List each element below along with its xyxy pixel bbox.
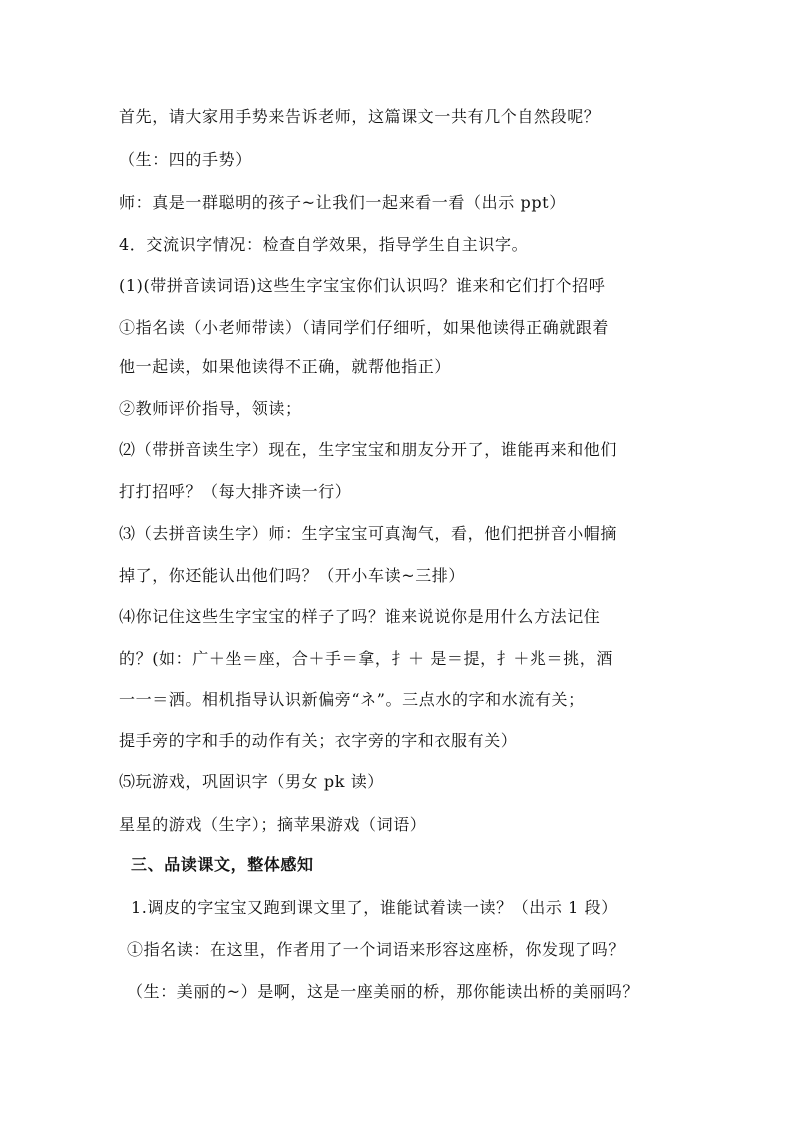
paragraph-line: 4．交流识字情况：检查自学效果，指导学生自主识字。 xyxy=(119,235,529,254)
paragraph-line: 1.调皮的字宝宝又跑到课文里了，谁能试着读一读？（出示 1 段） xyxy=(131,898,618,917)
paragraph-line: ⑸玩游戏，巩固识字（男女 pk 读） xyxy=(119,772,384,791)
paragraph-line: ②教师评价指导，领读； xyxy=(119,399,302,418)
paragraph-line: 的？(如：广＋坐＝座，合＋手＝拿，扌＋ 是＝提，扌＋兆＝挑，酒 xyxy=(119,649,613,668)
paragraph-line: 打打招呼？（每大排齐读一行） xyxy=(119,482,352,501)
paragraph-line: （生：四的手势） xyxy=(119,150,252,169)
paragraph-line: (1)(带拼音读词语)这些生字宝宝你们认识吗？谁来和它们打个招呼 xyxy=(119,276,606,295)
paragraph-line: 他一起读，如果他读得不正确，就帮他指正） xyxy=(119,357,452,376)
paragraph-line: 一一＝洒。相机指导认识新偏旁“ネ”。三点水的字和水流有关； xyxy=(119,690,585,709)
paragraph-line: （生：美丽的~）是啊，这是一座美丽的桥，那你能读出桥的美丽吗？ xyxy=(127,982,640,1001)
paragraph-line: 星星的游戏（生字）；摘苹果游戏（词语） xyxy=(119,815,427,834)
paragraph-line: 师：真是一群聪明的孩子~让我们一起来看一看（出示 ppt） xyxy=(119,193,566,212)
paragraph-line: ①指名读：在这里，作者用了一个词语来形容这座桥，你发现了吗？ xyxy=(127,940,626,959)
paragraph-line: ⑶（去拼音读生字）师：生字宝宝可真淘气，看，他们把拼音小帽摘 xyxy=(119,524,618,543)
paragraph-line: ⑵（带拼音读生字）现在，生字宝宝和朋友分开了，谁能再来和他们 xyxy=(119,440,618,459)
paragraph-line: ①指名读（小老师带读）（请同学们仔细听，如果他读得正确就跟着 xyxy=(119,318,610,337)
paragraph-line: 提手旁的字和手的动作有关；衣字旁的字和衣服有关） xyxy=(119,731,518,750)
paragraph-line: 掉了，你还能认出他们吗？（开小车读~三排） xyxy=(119,566,466,585)
paragraph-line: ⑷你记住这些生字宝宝的样子了吗？谁来说说你是用什么方法记住 xyxy=(119,607,601,626)
section-heading: 三、品读课文，整体感知 xyxy=(131,855,314,874)
paragraph-line: 首先，请大家用手势来告诉老师，这篇课文一共有几个自然段呢？ xyxy=(119,107,601,126)
